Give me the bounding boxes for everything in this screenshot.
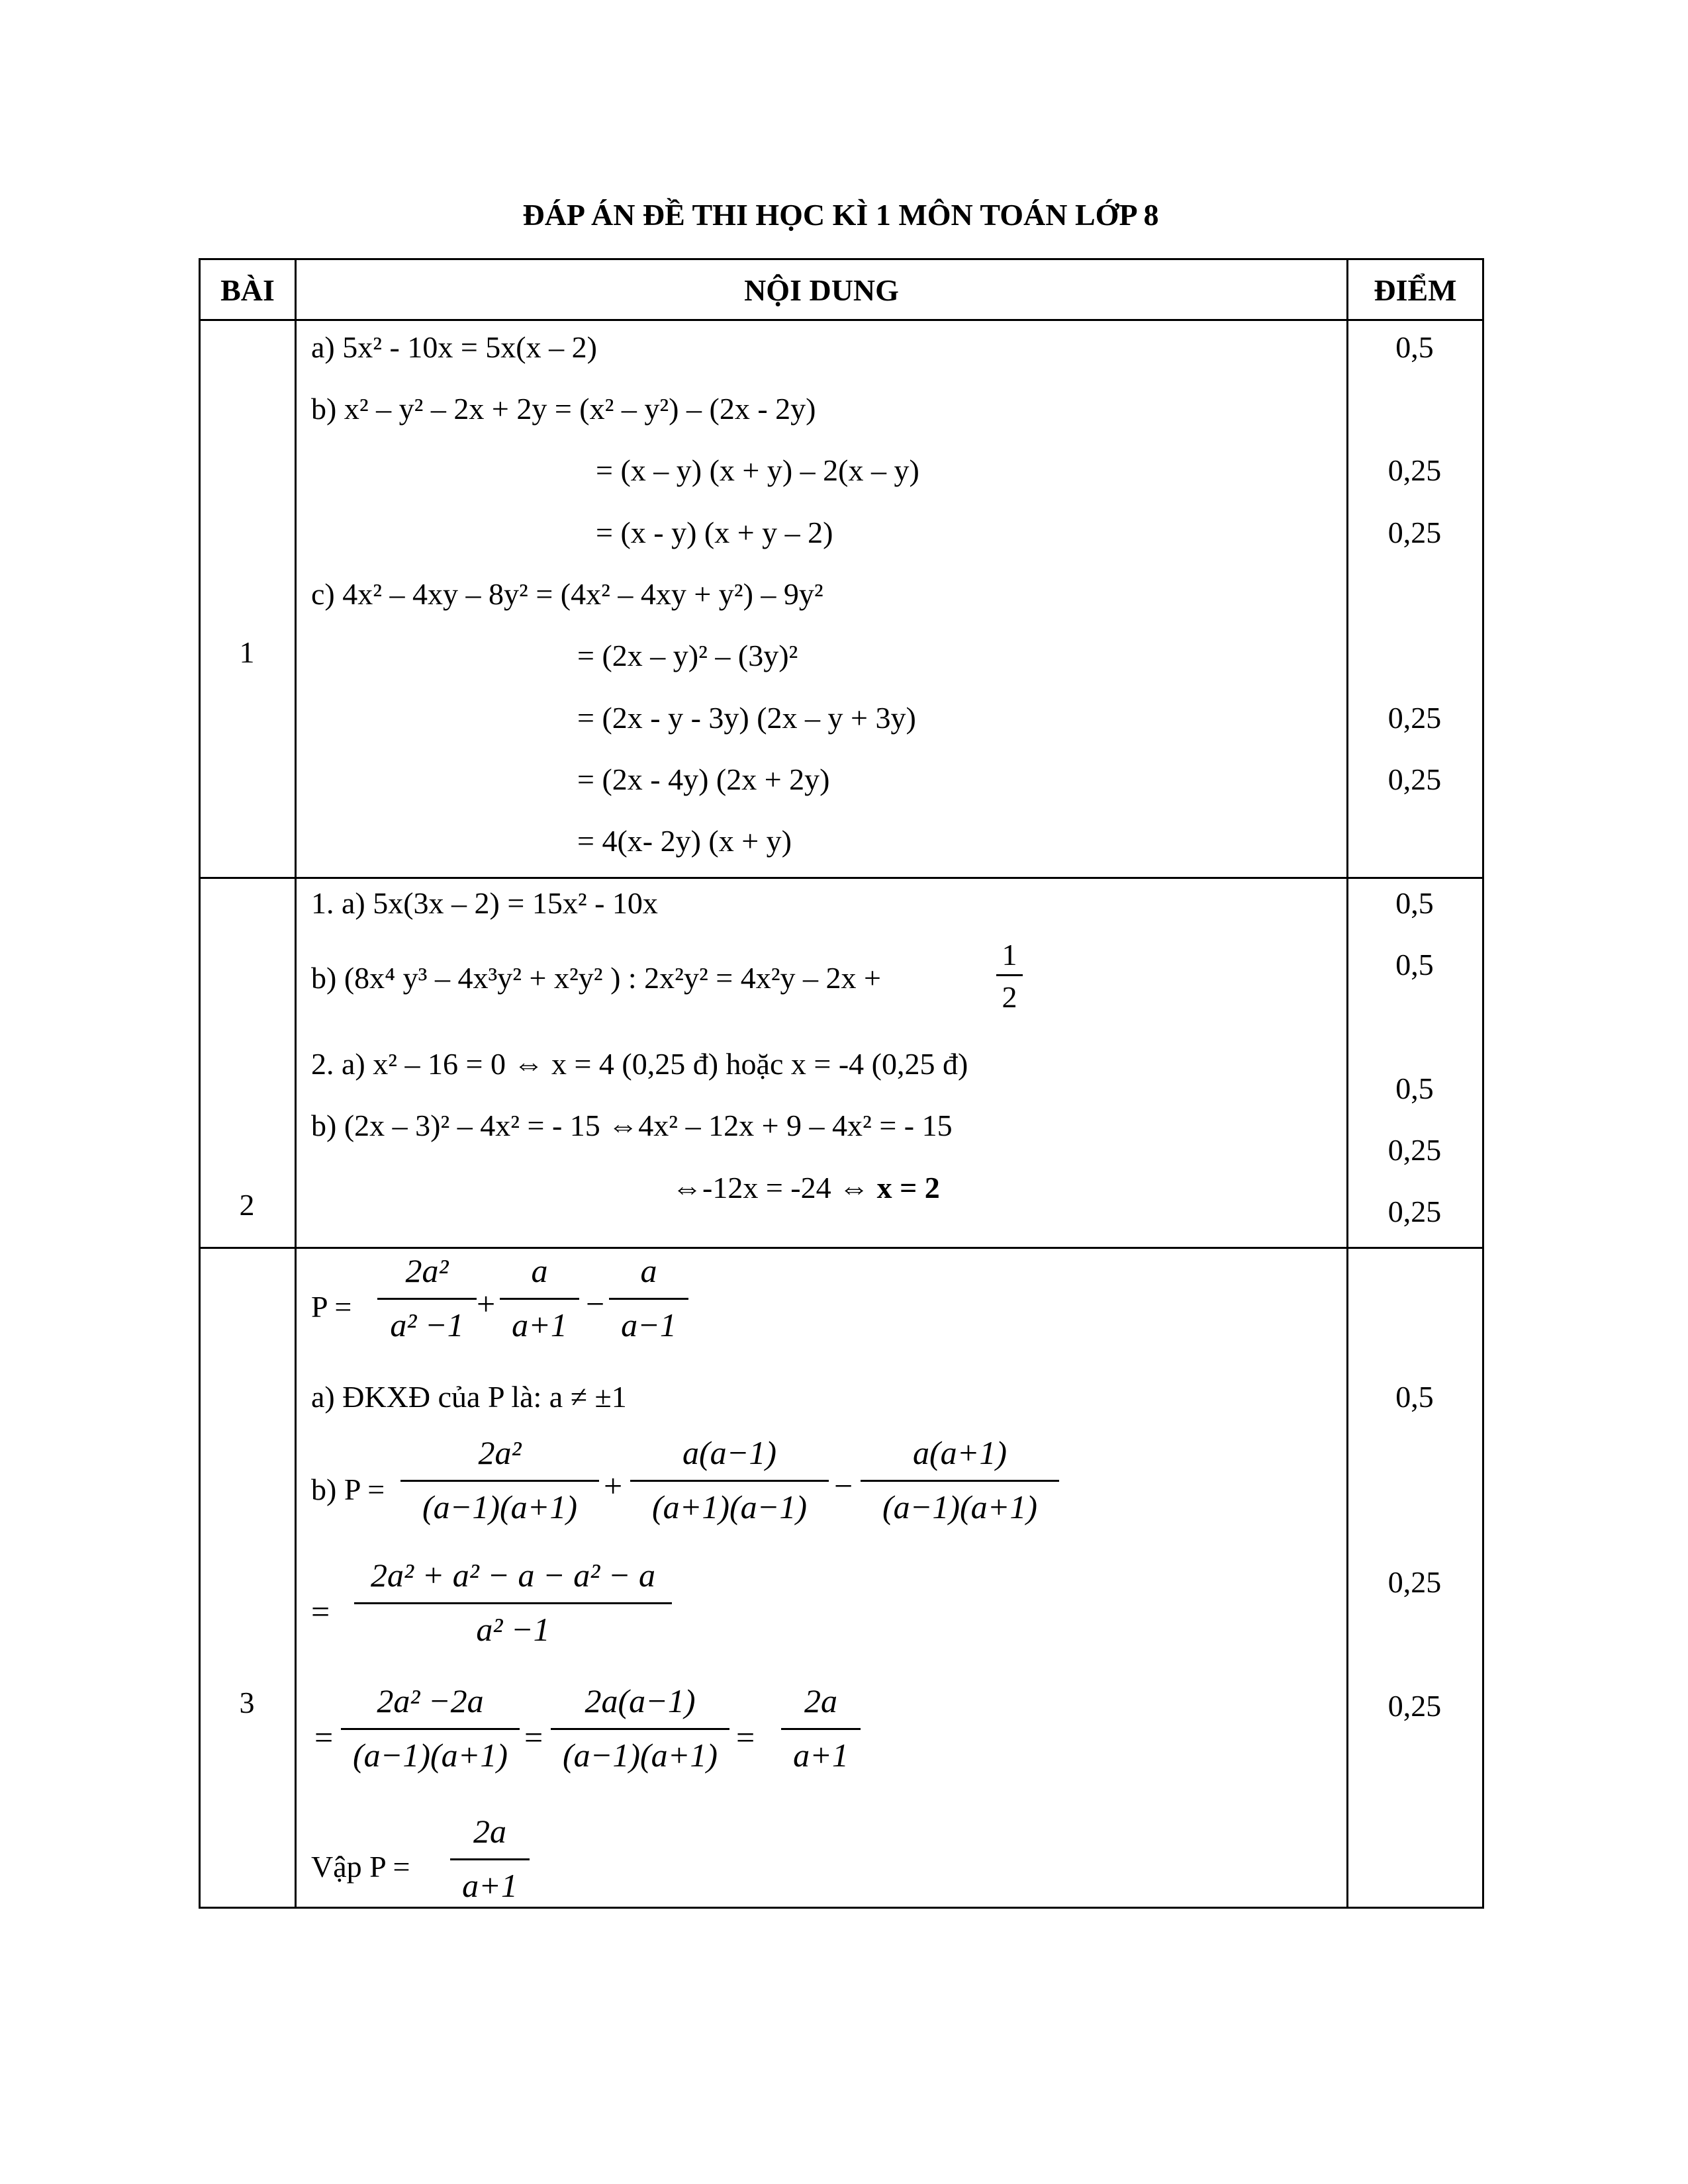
s1-score-2: 0,25	[1387, 453, 1442, 487]
s3-t-fraction-1	[341, 1684, 520, 1777]
fraction-denominator: a+1	[462, 1867, 518, 1904]
fraction-numerator: a(a+1)	[912, 1434, 1008, 1471]
s3-p-fraction-1	[377, 1254, 477, 1347]
s3-b-fraction-3	[861, 1436, 1059, 1529]
fraction-bar	[500, 1298, 579, 1300]
fraction-bar	[450, 1858, 530, 1860]
s3-b-fraction-2	[630, 1436, 829, 1529]
s2-line-e	[672, 1173, 940, 1203]
fraction-denominator: a² −1	[390, 1306, 464, 1343]
fraction-denominator: (a−1)(a+1)	[352, 1737, 508, 1774]
fraction-denominator: (a−1)(a+1)	[882, 1488, 1038, 1525]
s3-t-fraction-3	[781, 1684, 861, 1777]
s3-sum-fraction	[354, 1559, 672, 1651]
s1-line-c1: c) 4x² – 4xy – 8y² = (4x² – 4xy + y²) – 9y²	[311, 577, 823, 611]
fraction-bar	[551, 1728, 729, 1730]
s2-score-3: 0,5	[1395, 1071, 1434, 1105]
fraction-denominator: a−1	[621, 1306, 677, 1343]
fraction-bar	[861, 1480, 1059, 1482]
fraction-numerator: 2a²	[405, 1252, 449, 1289]
plus-sign: +	[604, 1467, 623, 1504]
fraction-denominator: a+1	[793, 1737, 849, 1774]
fraction-numerator: 2a²	[478, 1434, 522, 1471]
table-border-bottom	[199, 1907, 1484, 1909]
s2-score-4: 0,25	[1387, 1133, 1442, 1167]
fraction-numerator: 2a² −2a	[377, 1682, 484, 1719]
s2-answer: x = 2	[876, 1171, 940, 1205]
s3-p-fraction-3	[609, 1254, 688, 1347]
fraction-numerator: 2a	[473, 1813, 506, 1850]
s1-line-b2: = (x – y) (x + y) – 2(x – y)	[596, 453, 919, 487]
s3-score-3: 0,25	[1387, 1689, 1442, 1723]
s3-b-label: b) P =	[311, 1473, 385, 1506]
document-title: ĐÁP ÁN ĐỀ THI HỌC KÌ 1 MÔN TOÁN LỚP 8	[522, 198, 1159, 232]
row-divider-2	[199, 1247, 1484, 1249]
s1-score-1: 0,5	[1395, 330, 1434, 364]
s3-dkxd: a) ĐKXĐ của P là: a ≠ ±1	[311, 1380, 627, 1414]
table-border-top	[199, 258, 1484, 260]
equals-sign: =	[311, 1593, 330, 1630]
s2-line-a: 1. a) 5x(3x – 2) = 15x² - 10x	[311, 886, 658, 920]
header-divider	[199, 319, 1484, 321]
s1-line-c3: = (2x - y - 3y) (2x – y + 3y)	[577, 701, 916, 735]
fraction-bar	[400, 1480, 599, 1482]
fraction-denominator: (a−1)(a+1)	[422, 1488, 578, 1525]
fraction-numerator: a	[640, 1252, 657, 1289]
header-noi-dung: NỘI DUNG	[744, 273, 899, 307]
s1-line-b1: b) x² – y² – 2x + 2y = (x² – y²) – (2x - 2y)	[311, 392, 816, 426]
s1-line-c4: = (2x - 4y) (2x + 2y)	[577, 762, 830, 796]
fraction-numerator: a(a−1)	[682, 1434, 777, 1471]
header-diem: ĐIỂM	[1374, 273, 1457, 307]
s3-conclusion-label: Vập P =	[311, 1850, 410, 1884]
fraction-bar	[781, 1728, 861, 1730]
s2-score-1: 0,5	[1395, 886, 1434, 920]
header-bai: BÀI	[220, 273, 275, 307]
row-divider-1	[199, 877, 1484, 879]
s1-score-3: 0,25	[1387, 516, 1442, 549]
fraction-denominator: (a+1)(a−1)	[651, 1488, 808, 1525]
equals-sign: =	[736, 1719, 755, 1756]
s2-score-2: 0,5	[1395, 948, 1434, 981]
column-divider-1	[295, 258, 297, 1909]
s1-score-4: 0,25	[1387, 701, 1442, 735]
s3-score-2: 0,25	[1387, 1565, 1442, 1599]
fraction-bar	[630, 1480, 829, 1482]
s2-fraction-denominator: 2	[1002, 980, 1017, 1014]
fraction-numerator: a	[531, 1252, 548, 1289]
fraction-denominator: (a−1)(a+1)	[562, 1737, 718, 1774]
s1-line-b3: = (x - y) (x + y – 2)	[596, 516, 833, 549]
s1-line-c5: = 4(x- 2y) (x + y)	[577, 824, 792, 858]
fraction-bar	[609, 1298, 688, 1300]
s2-line-e-text: ⇔-12x = -24 ⇔	[672, 1171, 870, 1205]
fraction-numerator: 2a² + a² − a − a² − a	[371, 1557, 655, 1594]
s3-score-1: 0,5	[1395, 1380, 1434, 1414]
fraction-numerator: 2a(a−1)	[585, 1682, 696, 1719]
s1-line-a: a) 5x² - 10x = 5x(x – 2)	[311, 330, 597, 364]
bai-number-2: 2	[239, 1188, 255, 1222]
s2-line-d: b) (2x – 3)² – 4x² = - 15 ⇔4x² – 12x + 9 – 4x² = - 15	[311, 1109, 953, 1142]
fraction-denominator: a² −1	[476, 1611, 550, 1648]
equals-sign: =	[314, 1719, 334, 1756]
table-border-left	[199, 258, 201, 1909]
bai-number-1: 1	[239, 635, 255, 669]
bai-number-3: 3	[239, 1686, 255, 1719]
s3-b-fraction-1	[400, 1436, 599, 1529]
fraction-bar	[377, 1298, 477, 1300]
fraction-denominator: a+1	[512, 1306, 567, 1343]
s2-fraction-numerator: 1	[1002, 938, 1017, 972]
fraction-bar	[341, 1728, 520, 1730]
s3-t-fraction-2	[551, 1684, 729, 1777]
minus-sign: −	[586, 1285, 605, 1322]
answer-table	[199, 258, 1484, 1909]
s2-fraction-half	[996, 940, 1023, 1014]
table-border-right	[1482, 258, 1484, 1909]
s1-score-5: 0,25	[1387, 762, 1442, 796]
fraction-bar	[354, 1602, 672, 1604]
fraction-numerator: 2a	[804, 1682, 837, 1719]
s3-conclusion-fraction	[450, 1815, 530, 1907]
plus-sign: +	[477, 1285, 496, 1322]
minus-sign: −	[834, 1467, 853, 1504]
s3-p-label: P =	[311, 1290, 352, 1324]
s2-line-c: 2. a) x² – 16 = 0 ⇔ x = 4 (0,25 đ) hoặc x = -4 (0,25 đ)	[311, 1047, 968, 1081]
s1-line-c2: = (2x – y)² – (3y)²	[577, 639, 798, 672]
fraction-bar	[996, 974, 1023, 976]
s3-p-fraction-2	[500, 1254, 579, 1347]
s2-line-b: b) (8x⁴ y³ – 4x³y² + x²y² ) : 2x²y² = 4x²y – 2x +	[311, 961, 881, 995]
s2-score-5: 0,25	[1387, 1195, 1442, 1228]
equals-sign: =	[524, 1719, 543, 1756]
